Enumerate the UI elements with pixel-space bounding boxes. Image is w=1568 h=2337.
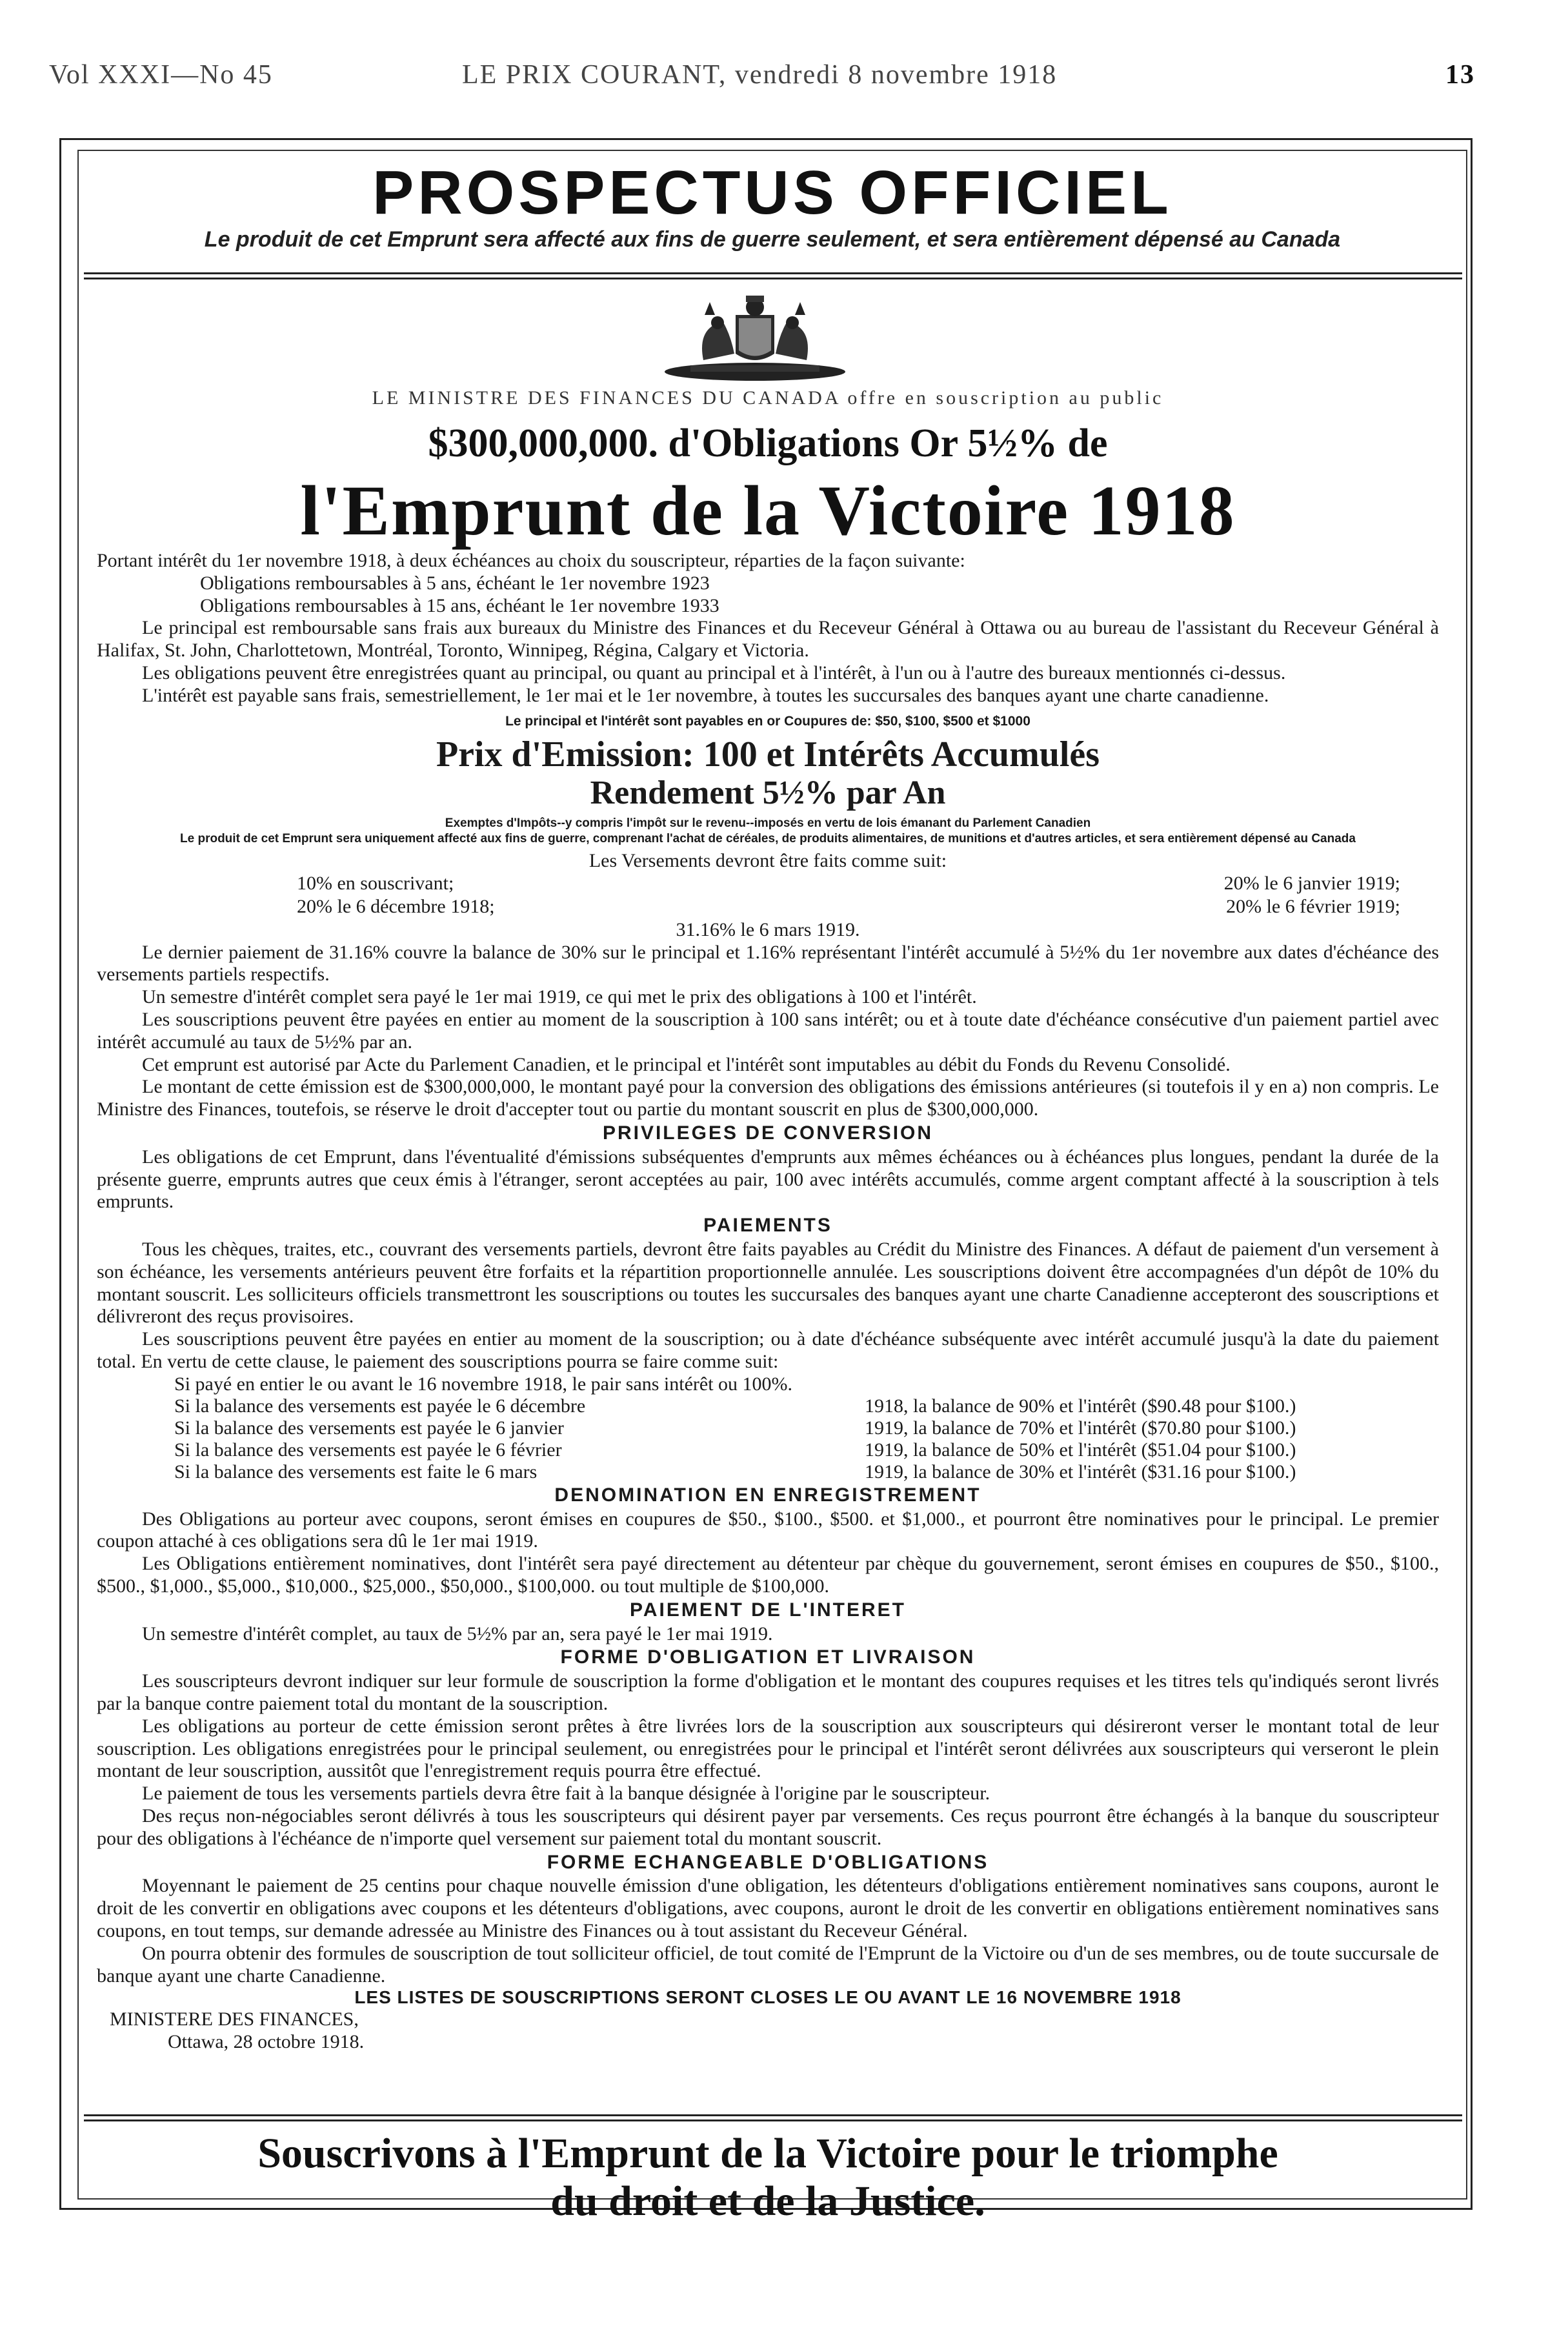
schedule-balance: 1918, la balance de 90% et l'intérêt ($90.48 pour $100.) bbox=[865, 1395, 1296, 1417]
delivery-text-4: Des reçus non-négociables seront délivrés à tous les souscripteurs qui désirent payer par versements. Ces reçus pourront être échangés à la banque du souscripteur pour des obligations à l'échéance de n'importe quel versement sur paiement total du montant souscrit. bbox=[97, 1805, 1439, 1849]
bond-amount-headline: $300,000,000. d'Obligations Or 5½% de bbox=[428, 421, 1108, 465]
payments-text-2: Les souscriptions peuvent être payées en entier au moment de la souscription; ou à date d'échéance subséquente avec intérêt accumulé jusqu'à la date du paiement total. En vertu de cette clause, le paiement des souscriptions pourra se faire comme suit: bbox=[97, 1328, 1439, 1372]
divider bbox=[84, 278, 1462, 279]
issue-price-heading: Prix d'Emission: 100 et Intérêts Accumulés bbox=[436, 734, 1100, 774]
schedule-text: Si payé en entier le ou avant le 16 novembre 1918, le pair sans intérêt ou 100%. bbox=[174, 1373, 793, 1395]
schedule-balance: 1919, la balance de 30% et l'intérêt ($31.16 pour $100.) bbox=[865, 1461, 1296, 1482]
divider bbox=[84, 2119, 1462, 2121]
schedule-text: Si la balance des versements est faite le 6 mars bbox=[174, 1461, 538, 1482]
denomination-text-2: Les Obligations entièrement nominatives, dont l'intérêt sera payé directement au détenteur par chèque du gouvernement, seront émises en coupures de $50., $100., $500., $1,000., $5,000., $10,000., $25,000., $50,000., $100,000. ou tout multiple de $100,000. bbox=[97, 1553, 1439, 1597]
slogan-line-1: Souscrivons à l'Emprunt de la Victoire pour le triomphe bbox=[257, 2130, 1278, 2177]
delivery-heading: FORME D'OBLIGATION ET LIVRAISON bbox=[560, 1646, 976, 1668]
schedule-row bbox=[174, 1439, 1439, 1461]
victory-loan-slogan bbox=[97, 2130, 1439, 2225]
exchange-text-2: On pourra obtenir des formules de souscription de tout solliciteur officiel, de tout comité de l'Emprunt de la Victoire ou d'un de ses membres, ou de toute succursale de banque ayant une charte Canadienne. bbox=[97, 1942, 1439, 1987]
conversion-heading: PRIVILEGES DE CONVERSION bbox=[602, 1122, 934, 1144]
yield-heading: Rendement 5½% par An bbox=[590, 774, 946, 812]
victory-loan-headline: l'Emprunt de la Victoire 1918 bbox=[300, 471, 1236, 550]
divider bbox=[84, 272, 1462, 274]
exchange-text-1: Moyennant le paiement de 25 centins pour chaque nouvelle émission d'une obligation, les détenteurs d'obligations entièrement nominatives sans coupons, auront le droit de les convertir en obligations avec coupons et les détenteurs d'obligations, avec coupons, auront le droit de les convertir en obligations entièrement nominatives sans coupons, en tout temps, sur demande adressée au Ministre des Finances ou à tout assistant du Receveur Général. bbox=[97, 1875, 1439, 1941]
publication-dateline: LE PRIX COURANT, vendredi 8 novembre 1918 bbox=[462, 60, 1058, 90]
instalment-5: 31.16% le 6 mars 1919. bbox=[676, 918, 860, 940]
denomination-heading: DENOMINATION EN ENREGISTREMENT bbox=[554, 1484, 981, 1506]
principal-terms: Le principal est remboursable sans frais aux bureaux du Ministre des Finances et du Receveur Général à Ottawa ou au bureau de l'assistant du Receveur Général à Halifax, St. John, Charlottetown, Montréal, Toronto, Winnipeg, Régina, Calgary et Victoria. bbox=[97, 617, 1439, 662]
instalments-intro: Les Versements devront être faits comme suit: bbox=[588, 850, 947, 872]
schedule-row bbox=[174, 1373, 1439, 1395]
payments-text-1: Tous les chèques, traites, etc., couvrant des versements partiels, devront être faits payables au Crédit du Ministre des Finances. A défaut de paiement d'un versement à son échéance, les versements antérieurs peuvent être forfaits et la répartition proportionnelle annulée. Les souscriptions doivent être accompagnées d'un dépôt de 10% du montant souscrit. Les solliciteurs officiels transmettront les souscriptions ou toutes les succursales des banques ayant une charte Canadienne accepteront des souscriptions et délivreront des reçus provisoires. bbox=[97, 1238, 1439, 1328]
schedule-balance: 1919, la balance de 70% et l'intérêt ($70.80 pour $100.) bbox=[865, 1417, 1296, 1439]
instalment-2: 20% le 6 décembre 1918; bbox=[297, 895, 495, 917]
delivery-text-3: Le paiement de tous les versements partiels devra être fait à la banque désignée à l'origine par le souscripteur. bbox=[142, 1783, 990, 1805]
delivery-text-2: Les obligations au porteur de cette émission seront prêtes à être livrées lors de la souscription aux souscripteurs qui désireront verser le montant total de leur souscription. Les obligations enregistrées pour le principal seulement, ou enregistrées pour le principal et l'intérêt seront délivrées aux souscripteurs qui verseront le plein montant de leur souscription, aussitôt que l'enregistrement requis pourra être effectué. bbox=[97, 1715, 1439, 1782]
instalment-row bbox=[97, 873, 1439, 896]
payment-schedule bbox=[97, 1373, 1439, 1483]
coat-of-arms-icon bbox=[645, 289, 865, 386]
schedule-text: Si la balance des versements est payée le 6 décembre bbox=[174, 1395, 586, 1417]
authorization-note: Cet emprunt est autorisé par Acte du Parlement Canadien, et le principal et l'intérêt sont imputables au débit du Fonds du Revenu Consolidé. bbox=[142, 1053, 1231, 1075]
schedule-row bbox=[174, 1395, 1439, 1417]
schedule-row bbox=[174, 1461, 1439, 1483]
minister-offer-line: LE MINISTRE DES FINANCES DU CANADA offre en souscription au public bbox=[372, 387, 1164, 409]
schedule-balance: 1919, la balance de 50% et l'intérêt ($51.04 pour $100.) bbox=[865, 1439, 1296, 1461]
schedule-text: Si la balance des versements est payée le 6 février bbox=[174, 1439, 562, 1461]
slogan-line-2: du droit et de la Justice. bbox=[550, 2177, 985, 2225]
instalment-1: 10% en souscrivant; bbox=[297, 872, 454, 894]
divider bbox=[84, 2114, 1462, 2116]
instalment-row bbox=[97, 896, 1439, 919]
signature-date: Ottawa, 28 octobre 1918. bbox=[168, 2030, 365, 2052]
interest-payment-heading: PAIEMENT DE L'INTERET bbox=[630, 1599, 906, 1621]
issue-amount-note: Le montant de cette émission est de $300,000,000, le montant payé pour la conversion des obligations des émissions antérieures (si toutefois il y en a) non compris. Le Ministre des Finances, toutefois, se réserve le droit d'accepter tout ou partie du montant souscrit en plus de $300,000,000. bbox=[97, 1076, 1439, 1120]
payments-heading: PAIEMENTS bbox=[703, 1215, 832, 1237]
full-payment-note: Les souscriptions peuvent être payées en entier au moment de la souscription à 100 sans intérêt; ou et à toute date d'échéance consécutive d'un paiement partiel avec intérêt accumulé au taux de 5½% par an. bbox=[97, 1009, 1439, 1053]
exchange-heading: FORME ECHANGEABLE D'OBLIGATIONS bbox=[547, 1851, 989, 1873]
volume-number: Vol XXXI—No 45 bbox=[49, 60, 273, 90]
closing-notice: LES LISTES DE SOUSCRIPTIONS SERONT CLOSES LE OU AVANT LE 16 NOVEMBRE 1918 bbox=[354, 1987, 1181, 2008]
schedule-text: Si la balance des versements est payée le 6 janvier bbox=[174, 1417, 564, 1439]
tax-exemption-line: Exemptes d'Impôts--y compris l'impôt sur le revenu--imposés en vertu de lois émanant du Parlement Canadien bbox=[445, 816, 1091, 830]
page-number: 13 bbox=[1445, 60, 1475, 90]
interest-terms: Portant intérêt du 1er novembre 1918, à deux échéances au choix du souscripteur, réparties de la façon suivante: bbox=[97, 550, 965, 571]
ministry-signature: MINISTERE DES FINANCES, bbox=[110, 2008, 359, 2030]
delivery-text-1: Les souscripteurs devront indiquer sur leur formule de souscription la forme d'obligation et le montant des coupures requises et les titres tels qu'indiqués seront livrés par la banque contre paiement total du montant de la souscription. bbox=[97, 1670, 1439, 1714]
registration-terms: Les obligations peuvent être enregistrées quant au principal, ou quant au principal et à l'intérêt, à l'un ou à l'autre des bureaux mentionnés ci-dessus. bbox=[142, 662, 1286, 683]
prospectus-body bbox=[97, 550, 1439, 2053]
final-payment-note: Le dernier paiement de 31.16% couvre la balance de 30% sur le principal et 1.16% représentant l'intérêt accumulé à 5½% du 1er novembre aux dates d'échéance des versements partiels respectifs. bbox=[97, 941, 1439, 986]
running-head bbox=[49, 59, 1475, 98]
interest-payable-terms: L'intérêt est payable sans frais, semestriellement, le 1er mai et le 1er novembre, à toutes les succursales des banques ayant une charte canadienne. bbox=[142, 684, 1269, 706]
interest-payment-text: Un semestre d'intérêt complet, au taux de 5½% par an, sera payé le 1er mai 1919. bbox=[142, 1623, 773, 1644]
prospectus-subtitle: Le produit de cet Emprunt sera affecté aux fins de guerre seulement, et sera entièrement dépensé au Canada bbox=[204, 227, 1341, 252]
conversion-text: Les obligations de cet Emprunt, dans l'éventualité d'émissions subséquentes d'emprunts aux mêmes échéances ou à échéances plus longues, pendant la durée de la présente guerre, emprunts autres que ceux émis à l'étranger, seront acceptées au pair, 100 avec intérêts accumulés, comme argent comptant affecté à la souscription à tels emprunts. bbox=[97, 1146, 1439, 1213]
maturity-15-years: Obligations remboursables à 15 ans, échéant le 1er novembre 1933 bbox=[200, 594, 719, 616]
instalment-3: 20% le 6 janvier 1919; bbox=[1223, 872, 1400, 894]
maturity-5-years: Obligations remboursables à 5 ans, échéant le 1er novembre 1923 bbox=[200, 572, 710, 594]
gold-payable-line: Le principal et l'intérêt sont payables en or Coupures de: $50, $100, $500 et $1000 bbox=[505, 713, 1030, 729]
prospectus-title: PROSPECTUS OFFICIEL bbox=[372, 158, 1172, 227]
instalment-4: 20% le 6 février 1919; bbox=[1226, 895, 1400, 917]
semester-interest-note: Un semestre d'intérêt complet sera payé le 1er mai 1919, ce qui met le prix des obligations à 100 et l'intérêt. bbox=[142, 986, 977, 1008]
war-purpose-line: Le produit de cet Emprunt sera uniquement affecté aux fins de guerre, comprenant l'achat de céréales, de produits alimentaires, de munitions et d'autres articles, et sera entièrement dépensé au Canada bbox=[180, 832, 1356, 846]
denomination-text-1: Des Obligations au porteur avec coupons, seront émises en coupures de $50., $100., $500. et $1,000., et pourront être nominatives pour le principal. Le premier coupon attaché à ces obligations sera dû le 1er mai 1919. bbox=[97, 1508, 1439, 1552]
schedule-row bbox=[174, 1417, 1439, 1439]
